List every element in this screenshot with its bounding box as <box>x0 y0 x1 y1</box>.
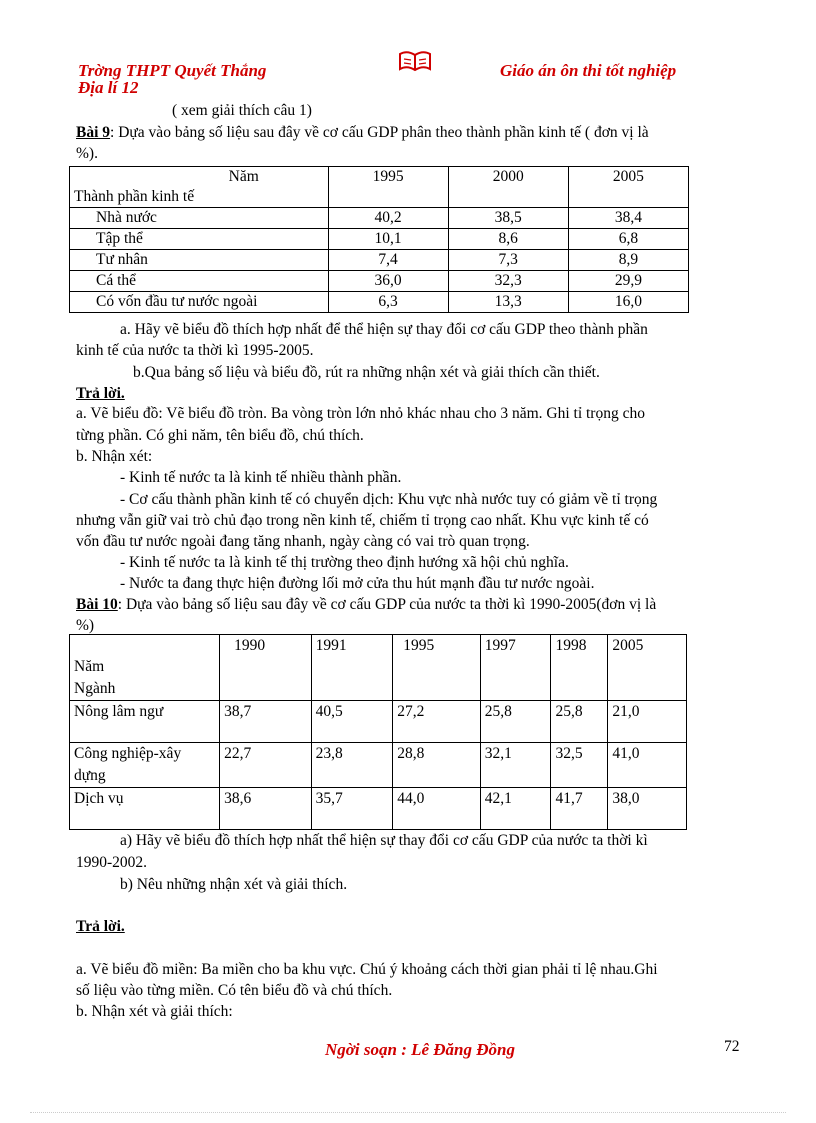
table-row <box>70 208 689 229</box>
cell-value: 40,2 <box>328 208 448 229</box>
row-label: Cá thể <box>70 271 329 292</box>
bai9-answer-b: b. Nhận xét: <box>76 448 153 465</box>
header-subject: Địa lí 12 <box>78 78 139 97</box>
cell-value: 38,6 <box>220 788 312 830</box>
bai10-year-header: 1991 <box>311 635 393 701</box>
bai9-line1: : Dựa vào bảng số liệu sau đây về cơ cấu GDP phân theo thành phần kinh tế ( đơn vị là <box>110 124 649 141</box>
bai9-point-4: - Nước ta đang thực hiện đường lối mở cửa thu hút mạnh đầu tư nước ngoài. <box>120 575 595 592</box>
page-bottom-divider <box>30 1112 786 1113</box>
table-row <box>70 292 689 313</box>
cell-value: 38,5 <box>448 208 568 229</box>
bai10-corner-cell <box>70 635 220 701</box>
cell-value: 23,8 <box>311 743 393 788</box>
row-label: Công nghiệp-xây dựng <box>70 743 220 788</box>
cell-value: 21,0 <box>608 701 687 743</box>
cell-value: 25,8 <box>480 701 551 743</box>
cell-value: 27,2 <box>393 701 481 743</box>
cell-value: 22,7 <box>220 743 312 788</box>
cell-value: 38,7 <box>220 701 312 743</box>
bai9-year-header: 2000 <box>448 167 568 208</box>
cell-value: 41,0 <box>608 743 687 788</box>
bai10-year-header: 1998 <box>551 635 608 701</box>
note-top: ( xem giải thích câu 1) <box>172 102 312 119</box>
table-row <box>70 271 689 292</box>
cell-value: 7,4 <box>328 250 448 271</box>
cell-value: 40,5 <box>311 701 393 743</box>
cell-value: 10,1 <box>328 229 448 250</box>
bai9-corner-bottom: Thành phần kinh tế <box>74 188 195 205</box>
bai9-year-header: 2005 <box>568 167 688 208</box>
bai10-year-header: 1990 <box>220 635 312 701</box>
bai9-year-header: 1995 <box>328 167 448 208</box>
cell-value: 6,3 <box>328 292 448 313</box>
cell-value: 32,1 <box>480 743 551 788</box>
bai10-year-header: 1995 <box>393 635 481 701</box>
bai10-answer-a-line2: số liệu vào từng miền. Có tên biểu đồ và chú thích. <box>76 982 393 999</box>
cell-value: 36,0 <box>328 271 448 292</box>
cell-value: 6,8 <box>568 229 688 250</box>
bai9-heading <box>76 123 649 143</box>
bai9-point-2b: nhưng vẫn giữ vai trò chủ đạo trong nền kinh tế, chiếm tỉ trọng cao nhất. Khu vực kinh tế có <box>76 512 649 529</box>
bai9-corner-cell <box>70 167 329 208</box>
cell-value: 7,3 <box>448 250 568 271</box>
bai10-answer-label: Trả lời. <box>76 918 125 935</box>
bai10-corner-bottom: Ngành <box>74 680 116 697</box>
row-label: Dịch vụ <box>70 788 220 830</box>
bai9-table <box>69 166 689 313</box>
cell-value: 25,8 <box>551 701 608 743</box>
bai9-answer-a-line2: từng phần. Có ghi năm, tên biểu đồ, chú thích. <box>76 427 364 444</box>
table-row <box>70 701 687 743</box>
bai10-label: Bài 10 <box>76 596 118 613</box>
cell-value: 44,0 <box>393 788 481 830</box>
bai10-line1: : Dựa vào bảng số liệu sau đây về cơ cấu GDP của nước ta thời kì 1990-2005(đơn vị là <box>117 596 657 613</box>
bai9-answer-a-line1: a. Vẽ biểu đồ: Vẽ biểu đồ tròn. Ba vòng tròn lớn nhỏ khác nhau cho 3 năm. Ghi tỉ trọng cho <box>76 405 645 422</box>
cell-value: 13,3 <box>448 292 568 313</box>
bai10-answer-b: b. Nhận xét và giải thích: <box>76 1003 233 1020</box>
table-header-row <box>70 635 687 701</box>
table-row <box>70 743 687 788</box>
bai10-question-a-line1: a) Hãy vẽ biểu đồ thích hợp nhất thể hiện sự thay đổi cơ cấu GDP của nước ta thời kì <box>120 832 648 849</box>
row-label: Có vốn đầu tư nước ngoài <box>70 292 329 313</box>
row-label: Nông lâm ngư <box>70 701 220 743</box>
bai9-point-2a: - Cơ cấu thành phần kinh tế có chuyển dịch: Khu vực nhà nước tuy có giảm về tỉ trọng <box>120 491 658 508</box>
bai10-answer-a-line1: a. Vẽ biểu đồ miền: Ba miền cho ba khu vực. Chú ý khoảng cách thời gian phải tỉ lệ nhau.Ghi <box>76 961 658 978</box>
footer-author: Ngời soạn : Lê Đăng Đồng <box>325 1040 515 1059</box>
table-row <box>70 788 687 830</box>
bai10-corner-top: Năm <box>74 658 105 675</box>
bai10-table <box>69 634 687 830</box>
cell-value: 29,9 <box>568 271 688 292</box>
cell-value: 42,1 <box>480 788 551 830</box>
cell-value: 28,8 <box>393 743 481 788</box>
row-label: Nhà nước <box>70 208 329 229</box>
row-label: Tư nhân <box>70 250 329 271</box>
bai9-corner-top: Năm <box>228 168 259 185</box>
bai9-point-3: - Kinh tế nước ta là kinh tế thị trường theo định hướng xã hội chủ nghĩa. <box>120 554 569 571</box>
bai10-year-header: 1997 <box>480 635 551 701</box>
bai10-question-b: b) Nêu những nhận xét và giải thích. <box>120 876 348 893</box>
cell-value: 8,9 <box>568 250 688 271</box>
bai9-question-a-line1: a. Hãy vẽ biểu đồ thích hợp nhất để thể hiện sự thay đổi cơ cấu GDP theo thành phần <box>120 321 648 338</box>
page-number: 72 <box>724 1038 740 1055</box>
cell-value: 32,3 <box>448 271 568 292</box>
bai9-question-b: b.Qua bảng số liệu và biểu đồ, rút ra những nhận xét và giải thích cần thiết. <box>133 364 600 381</box>
bai9-point-1: - Kinh tế nước ta là kinh tế nhiều thành phần. <box>120 469 402 486</box>
bai10-year-header: 2005 <box>608 635 687 701</box>
bai9-answer-label: Trả lời. <box>76 385 125 402</box>
header-school: Trờng THPT Quyết Thắng <box>78 61 267 80</box>
bai9-point-2c: vốn đầu tư nước ngoài đang tăng nhanh, ngày càng có vai trò quan trọng. <box>76 533 530 550</box>
bai9-question-a-line2: kinh tế của nước ta thời kì 1995-2005. <box>76 342 314 359</box>
bai10-line2: %) <box>76 617 95 634</box>
bai10-heading <box>76 595 656 615</box>
table-row <box>70 250 689 271</box>
bai9-line2: %). <box>76 145 98 162</box>
cell-value: 41,7 <box>551 788 608 830</box>
header-title-right: Giáo án ôn thi tốt nghiệp <box>500 61 677 80</box>
book-emblem-icon <box>398 50 432 72</box>
row-label: Tập thể <box>70 229 329 250</box>
cell-value: 32,5 <box>551 743 608 788</box>
cell-value: 16,0 <box>568 292 688 313</box>
table-row <box>70 229 689 250</box>
cell-value: 38,0 <box>608 788 687 830</box>
cell-value: 35,7 <box>311 788 393 830</box>
cell-value: 38,4 <box>568 208 688 229</box>
bai9-label: Bài 9 <box>76 124 111 141</box>
cell-value: 8,6 <box>448 229 568 250</box>
bai10-question-a-line2: 1990-2002. <box>76 854 148 871</box>
